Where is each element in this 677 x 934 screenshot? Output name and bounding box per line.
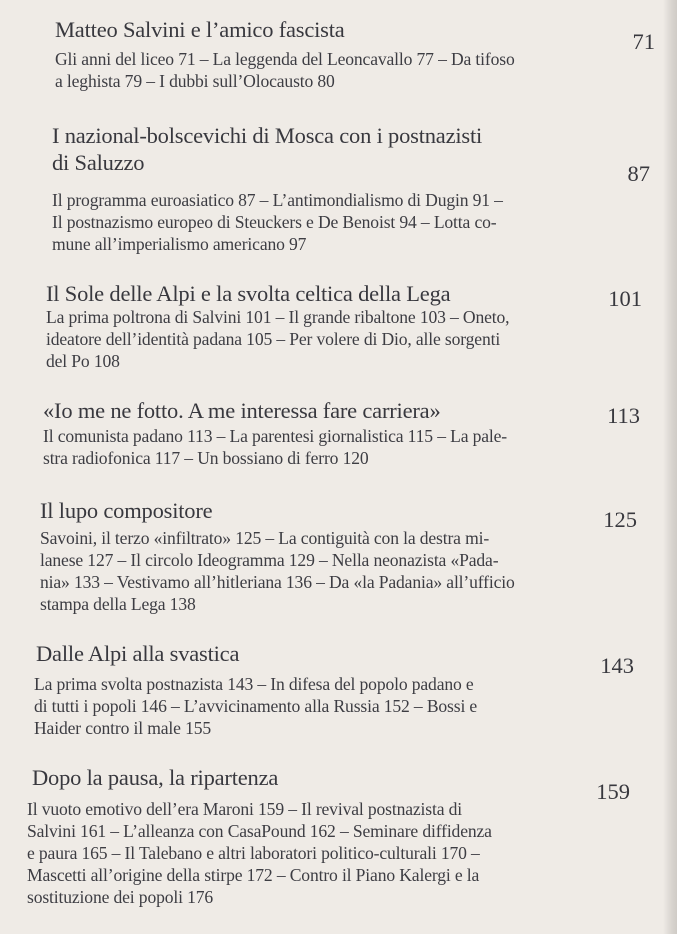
chapter-title-line: Dalle Alpi alla svastica [36,641,240,666]
chapter-title [40,497,212,524]
subsection-line: a leghista 79 – I dubbi sull’Olocausto 80 [55,71,335,91]
subsection-line: stampa della Lega 138 [40,594,196,614]
subsection-line: lanese 127 – Il circolo Ideogramma 129 – Nella neonazista «Pada- [40,550,499,570]
subsection-line: Il programma euroasiatico 87 – L’antimondialismo di Dugin 91 – [52,190,503,210]
chapter-title [36,640,239,667]
subsection-line: Haider contro il male 155 [34,718,212,738]
chapter-title-line: «Io me ne fotto. A me interessa fare carriera» [43,398,441,423]
chapter-title-line: I nazional-bolscevichi di Mosca con i postnazisti [52,123,483,148]
chapter-title-line: di Saluzzo [52,150,145,175]
subsection-line: Il comunista padano 113 – La parentesi giornalistica 115 – La pale- [43,426,508,446]
subsection-line: Savoini, il terzo «infiltrato» 125 – La contiguità con la destra mi- [40,528,490,548]
subsection-line: ideatore dell’identità padana 105 – Per volere di Dio, alle sorgenti [46,329,501,349]
chapter-page-number: 113 [607,403,640,428]
chapter-subsections [27,798,492,908]
subsection-line: stra radiofonica 117 – Un bossiano di ferro 120 [43,448,369,468]
chapter-page-number: 125 [603,507,637,532]
chapter-page-number: 143 [600,653,634,678]
subsection-line: Gli anni del liceo 71 – La leggenda del Leoncavallo 77 – Da tifoso [55,49,515,69]
chapter-subsections [40,527,515,615]
chapter-title-line: Il Sole delle Alpi e la svolta celtica della Lega [46,281,451,306]
chapter-page-number: 87 [627,161,650,186]
page-edge-shadow [663,0,677,934]
subsection-line: sostituzione dei popoli 176 [27,887,214,907]
subsection-line: di tutti i popoli 146 – L’avvicinamento alla Russia 152 – Bossi e [34,696,478,716]
chapter-subsections [55,48,515,92]
subsection-line: del Po 108 [46,351,120,371]
subsection-line: Il postnazismo europeo di Steuckers e De Benoist 94 – Lotta co- [52,212,497,232]
subsection-line: e paura 165 – Il Talebano e altri laboratori politico-culturali 170 – [27,843,480,863]
chapter-subsections [46,306,509,372]
chapter-title-line: Dopo la pausa, la ripartenza [32,765,279,790]
chapter-title [55,16,345,43]
chapter-subsections [34,673,477,739]
chapter-page-number: 101 [608,286,642,311]
chapter-title [43,397,441,424]
chapter-page-number: 71 [632,29,655,54]
chapter-subsections [43,425,507,469]
subsection-line: Mascetti all’origine della stirpe 172 – Contro il Piano Kalergi e la [27,865,480,885]
chapter-title-line: Il lupo compositore [40,498,213,523]
subsection-line: La prima svolta postnazista 143 – In difesa del popolo padano e [34,674,474,694]
chapter-subsections [52,189,503,255]
chapter-title [52,122,482,176]
subsection-line: nia» 133 – Vestivamo all’hitleriana 136 – Da «la Padania» all’ufficio [40,572,515,592]
chapter-title [46,280,450,307]
chapter-title [32,764,278,791]
subsection-line: Il vuoto emotivo dell’era Maroni 159 – Il revival postnazista di [27,799,463,819]
subsection-line: mune all’imperialismo americano 97 [52,234,307,254]
chapter-title-line: Matteo Salvini e l’amico fascista [55,17,345,42]
subsection-line: Salvini 161 – L’alleanza con CasaPound 162 – Seminare diffidenza [27,821,492,841]
chapter-page-number: 159 [596,779,630,804]
subsection-line: La prima poltrona di Salvini 101 – Il grande ribaltone 103 – Oneto, [46,307,510,327]
